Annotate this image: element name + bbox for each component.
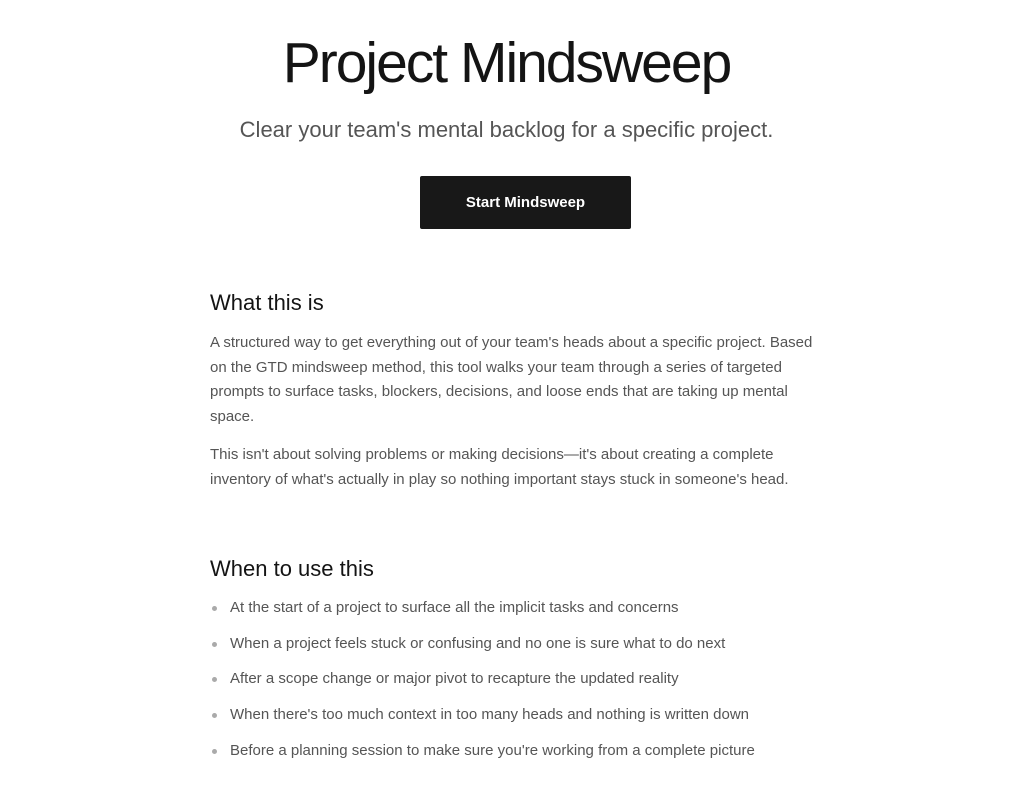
- when-to-use-section: [210, 556, 825, 775]
- bullet-icon: [212, 713, 217, 718]
- list-item: When there's too much context in too many heads and nothing is written down: [210, 704, 825, 740]
- what-this-is-section: [210, 290, 825, 506]
- list-item: After a scope change or major pivot to recapture the updated reality: [210, 668, 825, 704]
- list-item: Before a planning session to make sure you're working from a complete picture: [210, 740, 825, 776]
- bullet-icon: [212, 677, 217, 682]
- paragraph: This isn't about solving problems or making decisions—it's about creating a complete inventory of what's actually in play so nothing important stays stuck in someone's head.: [210, 446, 789, 488]
- page-subtitle: Clear your team's mental backlog for a specific project.: [239, 117, 774, 142]
- page-title: Project Mindsweep: [282, 31, 731, 95]
- section-heading: When to use this: [210, 556, 374, 581]
- bullet-icon: [212, 642, 217, 647]
- use-case-list: [210, 597, 825, 775]
- list-item: At the start of a project to surface all the implicit tasks and concerns: [210, 597, 825, 633]
- paragraph: A structured way to get everything out of your team's heads about a specific project. Based on the GTD mindsweep method, this tool walks your team through a series of targeted prompts to surface tasks, blockers, decisions, and loose ends that are taking up mental space.: [210, 334, 813, 425]
- list-item: When a project feels stuck or confusing and no one is sure what to do next: [210, 633, 825, 669]
- bullet-icon: [212, 606, 217, 611]
- bullet-icon: [212, 749, 217, 754]
- section-heading: What this is: [210, 290, 324, 315]
- start-mindsweep-button[interactable]: Start Mindsweep: [420, 176, 631, 229]
